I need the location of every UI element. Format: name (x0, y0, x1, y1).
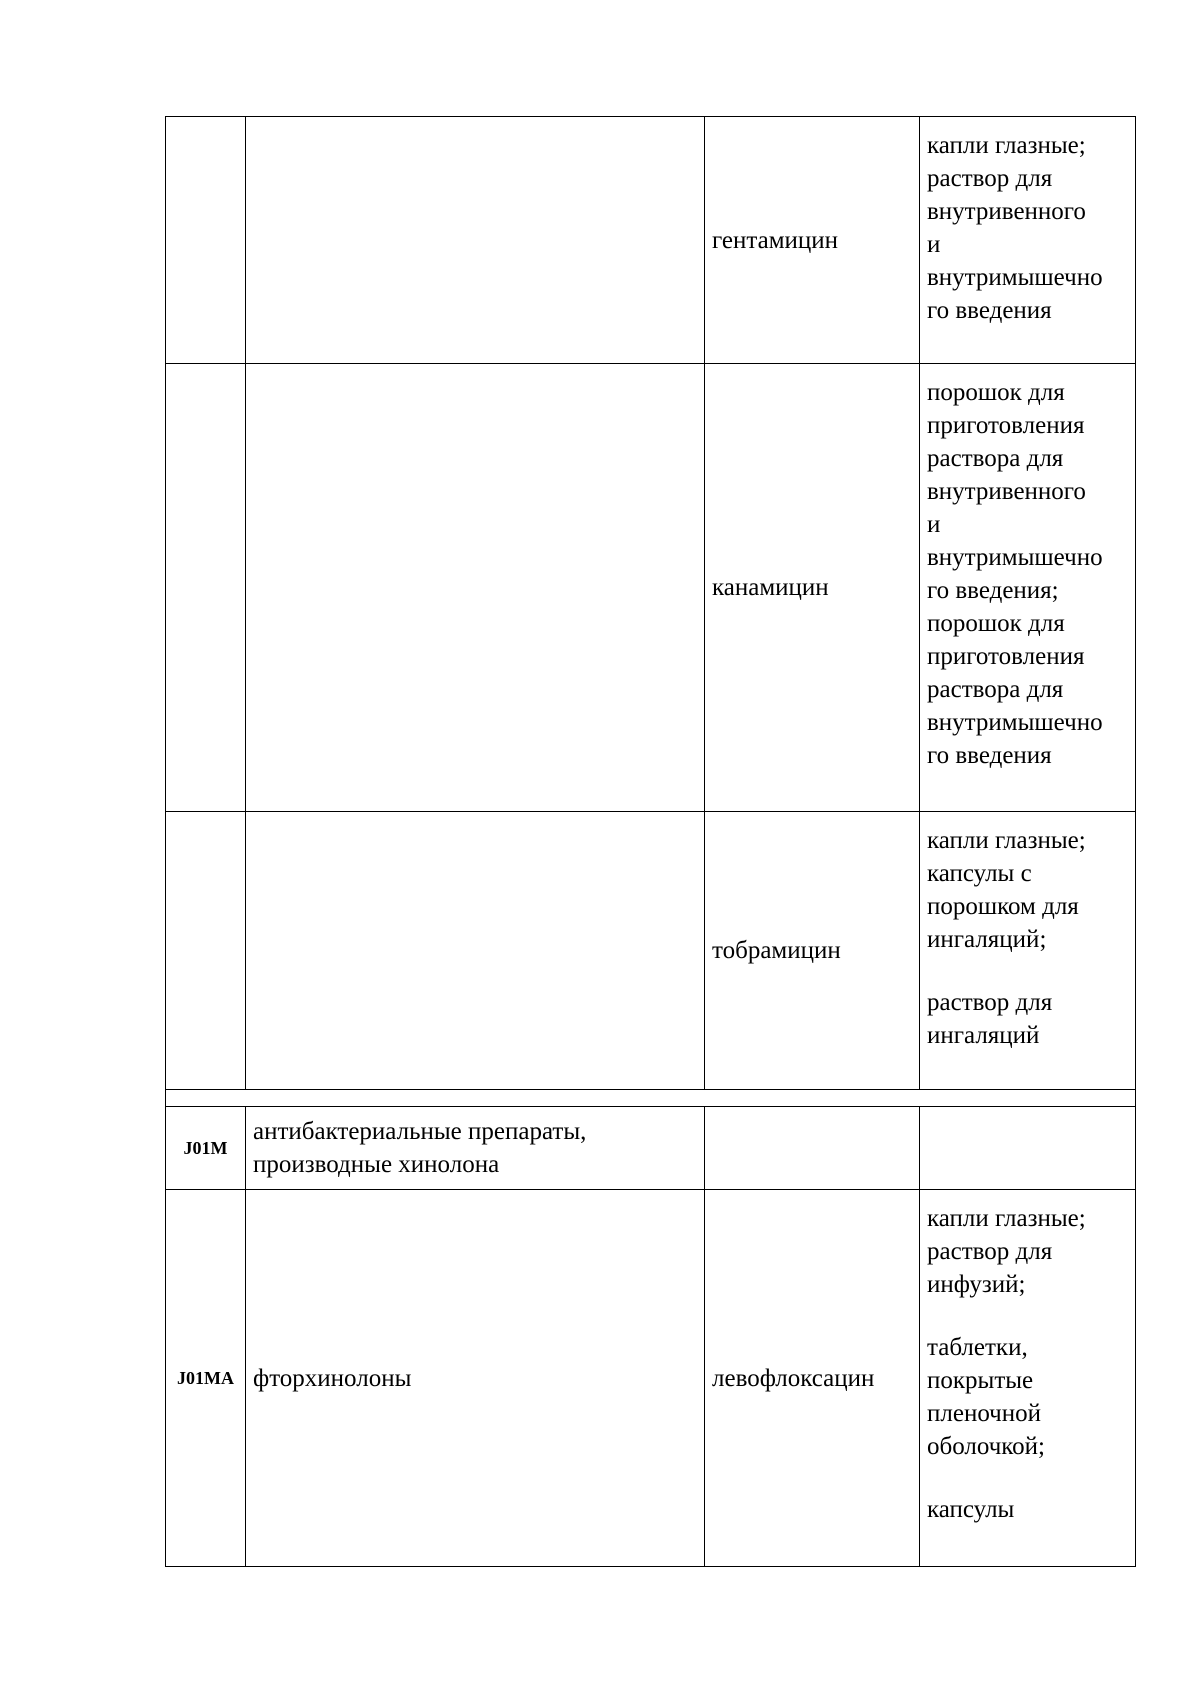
atc-code-cell: J01MA (166, 1190, 246, 1567)
drug-name-cell (705, 1107, 920, 1190)
spacer-cell (166, 1090, 1136, 1107)
pharmacological-group-cell (246, 1107, 705, 1190)
dosage-form-line: капсулы (927, 1496, 1015, 1523)
group-line: производные хинолона (253, 1151, 500, 1178)
atc-code-cell (166, 812, 246, 1090)
dosage-form-group (927, 376, 1128, 772)
drug-name-cell: гентамицин (705, 117, 920, 364)
pharmacological-group-cell (246, 117, 705, 364)
pharmacological-group-cell: фторхинолоны (246, 1190, 705, 1567)
dosage-form-line: раствор для (927, 165, 1053, 192)
dosage-form-group (927, 1331, 1128, 1463)
drug-name-cell: канамицин (705, 364, 920, 812)
dosage-form-group (927, 824, 1128, 956)
atc-code-cell (166, 117, 246, 364)
dosage-form-line: порошком для (927, 893, 1079, 920)
pharmacological-group-cell (246, 812, 705, 1090)
dosage-form-group (927, 1493, 1128, 1526)
dosage-form-line: внутримышечно (927, 544, 1103, 571)
dosage-form-line: приготовления (927, 643, 1085, 670)
dosage-form-line: таблетки, (927, 1334, 1028, 1361)
dosage-forms-cell (920, 117, 1136, 364)
dosage-form-line: раствора для (927, 445, 1064, 472)
dosage-form-line: приготовления (927, 412, 1085, 439)
dosage-forms-cell (920, 1107, 1136, 1190)
dosage-form-line: и (927, 511, 941, 538)
dosage-form-line: инфузий; (927, 1271, 1026, 1298)
dosage-form-line: внутривенного (927, 478, 1086, 505)
drug-name-cell: левофлоксацин (705, 1190, 920, 1567)
dosage-form-group (927, 129, 1128, 327)
atc-code-cell (166, 364, 246, 812)
dosage-form-line: го введения; (927, 577, 1059, 604)
dosage-form-line: покрытые (927, 1367, 1034, 1394)
medication-table (165, 116, 1136, 1567)
dosage-form-line: внутримышечно (927, 709, 1103, 736)
dosage-form-line: порошок для (927, 610, 1065, 637)
pharmacological-group-cell (246, 364, 705, 812)
table-row (166, 364, 1136, 812)
dosage-form-line: порошок для (927, 379, 1065, 406)
dosage-form-line: раствор для (927, 989, 1053, 1016)
atc-code-cell: J01M (166, 1107, 246, 1190)
dosage-form-line: раствор для (927, 1238, 1053, 1265)
dosage-form-group (927, 986, 1128, 1052)
dosage-form-line: капли глазные; (927, 132, 1086, 159)
dosage-forms-cell (920, 812, 1136, 1090)
table-row (166, 117, 1136, 364)
dosage-form-line: внутривенного (927, 198, 1086, 225)
drug-name-cell: тобрамицин (705, 812, 920, 1090)
dosage-form-line: го введения (927, 297, 1052, 324)
dosage-form-line: капсулы с (927, 860, 1032, 887)
dosage-form-line: внутримышечно (927, 264, 1103, 291)
dosage-form-line: капли глазные; (927, 1205, 1086, 1232)
group-line: антибактериальные препараты, (253, 1118, 587, 1145)
dosage-form-group (927, 1202, 1128, 1301)
table-row (166, 1190, 1136, 1567)
dosage-form-line: ингаляций (927, 1022, 1040, 1049)
dosage-forms-cell (920, 364, 1136, 812)
dosage-form-line: го введения (927, 742, 1052, 769)
dosage-form-line: раствора для (927, 676, 1064, 703)
table-row (166, 1107, 1136, 1190)
table-row (166, 812, 1136, 1090)
dosage-form-line: и (927, 231, 941, 258)
dosage-forms-cell (920, 1190, 1136, 1567)
spacer-row (166, 1090, 1136, 1107)
dosage-form-line: ингаляций; (927, 926, 1047, 953)
dosage-form-line: оболочкой; (927, 1433, 1045, 1460)
dosage-form-line: пленочной (927, 1400, 1042, 1427)
dosage-form-line: капли глазные; (927, 827, 1086, 854)
